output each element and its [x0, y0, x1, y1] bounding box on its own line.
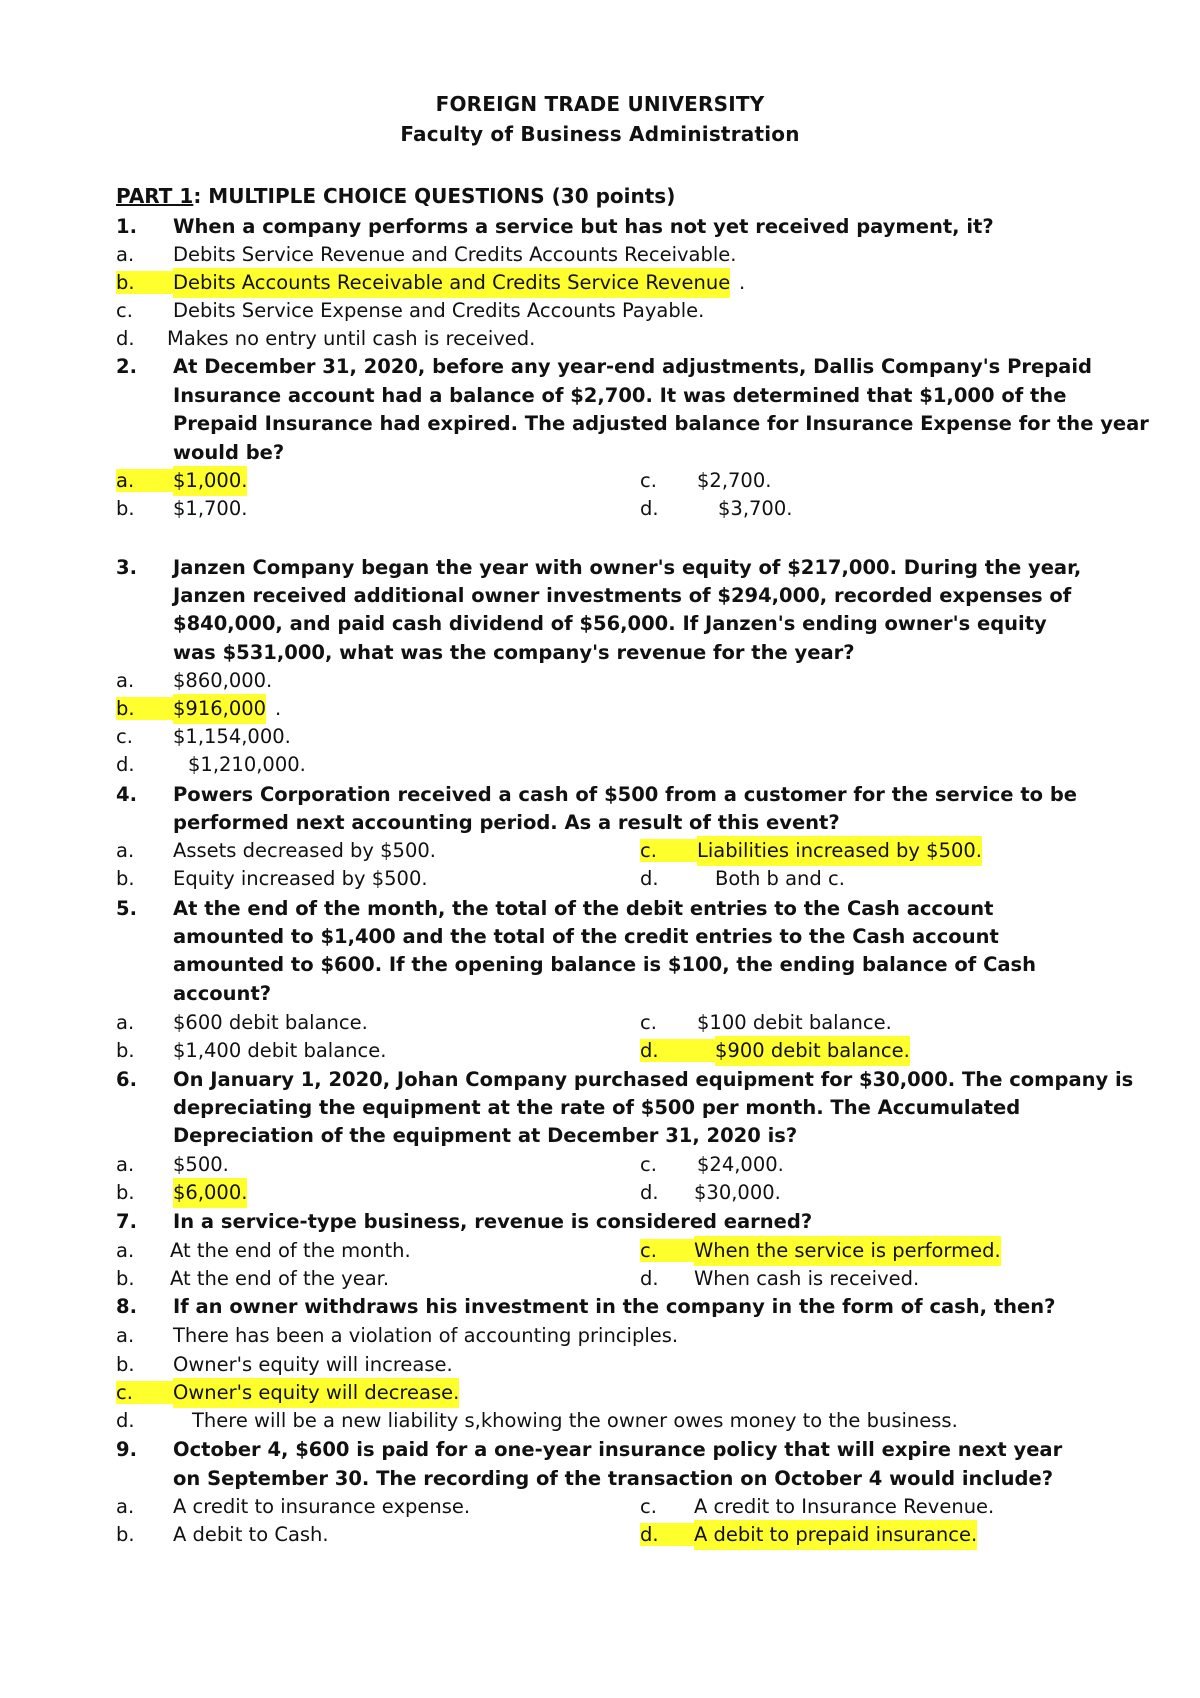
q8-option-a [116, 1321, 679, 1351]
option-text-highlighted: $900 debit balance. [715, 1036, 910, 1066]
option-letter: c. [116, 725, 133, 748]
option-text: Debits Service Revenue and Credits Accounts Receivable. [173, 243, 737, 266]
q6-option-b [116, 1178, 248, 1208]
q9-option-d [640, 1520, 978, 1550]
option-text: At the end of the year. [170, 1267, 390, 1290]
q1-option-a [116, 240, 737, 270]
option-text: $1,210,000. [188, 753, 306, 776]
q3-option-c [116, 722, 291, 752]
option-letter: c. [640, 1153, 657, 1176]
question-text-line: $840,000, and paid cash dividend of $56,000. If Janzen's ending owner's equity [173, 612, 1047, 635]
question-text: In a service-type business, revenue is considered earned? [173, 1210, 813, 1233]
q8-option-b [116, 1350, 453, 1380]
question-text-line: was $531,000, what was the company's revenue for the year? [173, 641, 855, 664]
q5-option-a [116, 1008, 368, 1038]
option-letter: a. [116, 1011, 135, 1034]
university-title: FOREIGN TRADE UNIVERSITY [435, 92, 765, 116]
part-label: PART 1 [116, 184, 194, 208]
question-text: Janzen Company began the year with owner's equity of $217,000. During the year, [173, 556, 1082, 579]
q7-option-d [640, 1264, 920, 1294]
question-number: 4. [116, 783, 137, 806]
question-text-line: amounted to $1,400 and the total of the credit entries to the Cash account [173, 925, 999, 948]
question-text: Powers Corporation received a cash of $500 from a customer for the service to be [173, 783, 1078, 806]
option-text: At the end of the month. [170, 1239, 411, 1262]
question-text-line: on September 30. The recording of the transaction on October 4 would include? [173, 1467, 1054, 1490]
q2-option-b [116, 494, 248, 524]
q5-option-b [116, 1036, 387, 1066]
option-text: There will be a new liability s,khowing the owner owes money to the business. [192, 1409, 958, 1432]
question-text-line: depreciating the equipment at the rate of $500 per month. The Accumulated [173, 1096, 1021, 1119]
question-number: 2. [116, 355, 137, 378]
q1-option-d [116, 324, 536, 354]
option-text-highlighted: A debit to prepaid insurance. [694, 1520, 977, 1550]
option-letter: c. [640, 469, 657, 492]
q6-option-d [640, 1178, 781, 1208]
q2-option-c [640, 466, 772, 496]
question-number: 8. [116, 1295, 137, 1318]
question-text: If an owner withdraws his investment in the company in the form of cash, then? [173, 1295, 1056, 1318]
question-number: 1. [116, 215, 137, 238]
option-letter: a. [116, 1153, 135, 1176]
q7-option-c [640, 1236, 1001, 1266]
part-title: : MULTIPLE CHOICE QUESTIONS (30 points) [193, 184, 676, 208]
question-text-line: amounted to $600. If the opening balance is $100, the ending balance of Cash [173, 953, 1037, 976]
question-number: 7. [116, 1210, 137, 1233]
q9-option-c [640, 1492, 995, 1522]
option-text-highlighted: Owner's equity will decrease. [173, 1378, 459, 1408]
option-text: $3,700. [718, 497, 793, 520]
q8-option-d [116, 1406, 958, 1436]
option-letter: c. [640, 839, 699, 862]
q3-option-d [116, 750, 306, 780]
q1-option-c [116, 296, 705, 326]
option-text-highlighted: $916,000 [173, 694, 266, 724]
option-text: $1,154,000. [173, 725, 291, 748]
option-letter: a. [116, 469, 176, 492]
q2-option-d [640, 494, 793, 524]
question-text-line: Depreciation of the equipment at December 31, 2020 is? [173, 1124, 798, 1147]
option-letter: a. [116, 839, 135, 862]
option-letter: c. [116, 1381, 175, 1404]
question-text-line: Insurance account had a balance of $2,700. It was determined that $1,000 of the [173, 384, 1067, 407]
q3-option-a [116, 666, 273, 696]
option-letter: d. [640, 867, 659, 890]
q9-option-a [116, 1492, 471, 1522]
faculty-title: Faculty of Business Administration [400, 122, 800, 146]
option-letter: d. [640, 1523, 701, 1546]
question-text: At December 31, 2020, before any year-end adjustments, Dallis Company's Prepaid [173, 355, 1092, 378]
option-letter: a. [116, 669, 135, 692]
q5-option-c [640, 1008, 892, 1038]
option-letter: b. [116, 1523, 135, 1546]
option-letter: c. [116, 299, 133, 322]
question-text-line: would be? [173, 441, 285, 464]
option-letter: a. [116, 1239, 135, 1262]
option-letter: b. [116, 271, 177, 294]
option-letter: b. [116, 1181, 135, 1204]
question-text: October 4, $600 is paid for a one-year insurance policy that will expire next year [173, 1438, 1063, 1461]
option-letter: b. [116, 697, 177, 720]
option-letter: d. [640, 1267, 659, 1290]
option-text: A debit to Cash. [173, 1523, 329, 1546]
q7-option-a [116, 1236, 411, 1266]
option-text: $1,400 debit balance. [173, 1039, 387, 1062]
option-text-highlighted: $1,000. [173, 466, 247, 496]
option-text-highlighted: Debits Accounts Receivable and Credits Service Revenue [173, 268, 730, 298]
option-text-highlighted: Liabilities increased by $500. [697, 836, 982, 866]
option-text: Makes no entry until cash is received. [167, 327, 536, 350]
q2-option-a [116, 466, 248, 496]
question-number: 3. [116, 556, 137, 579]
q5-option-d [640, 1036, 910, 1066]
option-letter: c. [640, 1495, 657, 1518]
option-text: $100 debit balance. [697, 1011, 892, 1034]
option-text: $2,700. [697, 469, 772, 492]
q4-option-c [640, 836, 982, 866]
q9-option-b [116, 1520, 329, 1550]
q7-option-b [116, 1264, 390, 1294]
q1-option-b: b. Debits Accounts Receivable and Credits Service Revenue . [116, 268, 177, 298]
question-number: 6. [116, 1068, 137, 1091]
option-text: Assets decreased by $500. [173, 839, 436, 862]
option-text: A credit to Insurance Revenue. [694, 1495, 995, 1518]
option-text: There has been a violation of accounting principles. [173, 1324, 679, 1347]
option-letter: a. [116, 243, 135, 266]
q6-option-c [640, 1150, 784, 1180]
option-text: When cash is received. [694, 1267, 920, 1290]
option-text-highlighted: $6,000. [173, 1178, 247, 1208]
option-letter: d. [116, 1409, 135, 1432]
option-letter: d. [640, 497, 659, 520]
option-letter: a. [116, 1324, 135, 1347]
option-letter: d. [640, 1039, 719, 1062]
question-text: When a company performs a service but has not yet received payment, it? [173, 215, 994, 238]
option-letter: a. [116, 1495, 135, 1518]
option-text: $500. [173, 1153, 229, 1176]
option-letter: d. [640, 1181, 659, 1204]
question-text: At the end of the month, the total of the debit entries to the Cash account [173, 897, 994, 920]
option-letter: d. [116, 327, 135, 350]
question-text: On January 1, 2020, Johan Company purchased equipment for $30,000. The company is [173, 1068, 1134, 1091]
option-text: A credit to insurance expense. [173, 1495, 471, 1518]
option-text: Debits Service Expense and Credits Accounts Payable. [173, 299, 705, 322]
option-text: Equity increased by $500. [173, 867, 428, 890]
q4-option-a [116, 836, 436, 866]
option-letter: b. [116, 1267, 135, 1290]
question-number: 5. [116, 897, 137, 920]
option-letter: b. [116, 1353, 135, 1376]
option-text: $24,000. [697, 1153, 784, 1176]
option-text: $860,000. [173, 669, 273, 692]
option-letter: b. [116, 1039, 135, 1062]
question-number: 9. [116, 1438, 137, 1461]
option-text: $1,700. [173, 497, 248, 520]
question-text-line: Prepaid Insurance had expired. The adjusted balance for Insurance Expense for the year [173, 412, 1149, 435]
q4-option-b [116, 864, 428, 894]
question-text-line: performed next accounting period. As a result of this event? [173, 811, 840, 834]
option-letter: d. [116, 753, 135, 776]
q4-option-d [640, 864, 845, 894]
option-letter: c. [640, 1239, 699, 1262]
option-text: $30,000. [694, 1181, 781, 1204]
option-text: Both b and c. [715, 867, 845, 890]
question-text-line: Janzen received additional owner investments of $294,000, recorded expenses of [173, 584, 1072, 607]
question-text-line: account? [173, 982, 272, 1005]
q6-option-a [116, 1150, 229, 1180]
option-letter: c. [640, 1011, 657, 1034]
option-letter: b. [116, 867, 135, 890]
part-heading [116, 184, 675, 208]
option-text: Owner's equity will increase. [173, 1353, 453, 1376]
q8-option-c [116, 1378, 460, 1408]
option-text: $600 debit balance. [173, 1011, 368, 1034]
option-text-highlighted: When the service is performed. [694, 1236, 1001, 1266]
q3-option-b: b. $916,000 . [116, 694, 177, 724]
option-letter: b. [116, 497, 135, 520]
